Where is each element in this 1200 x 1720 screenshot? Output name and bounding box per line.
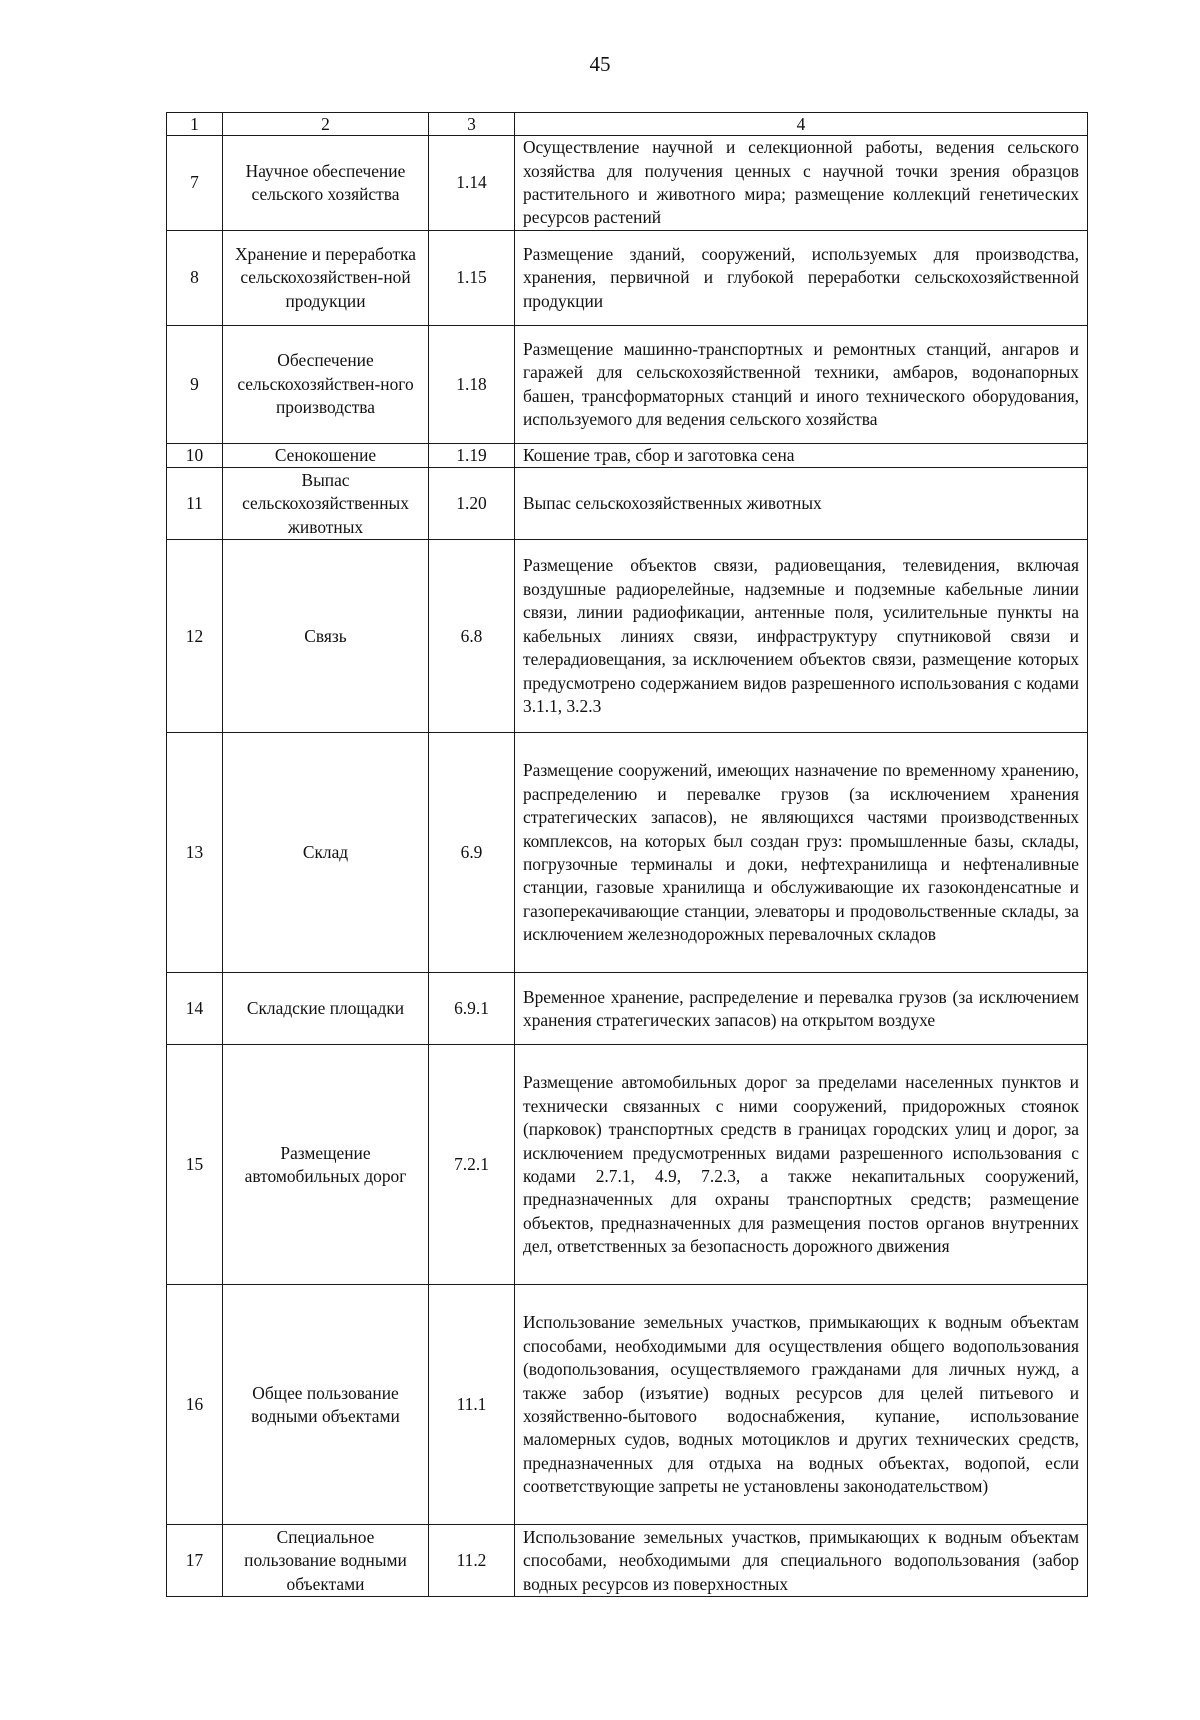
land-use-code: 1.20 <box>429 468 515 540</box>
header-col-3: 3 <box>429 113 515 136</box>
land-use-description: Размещение сооружений, имеющих назначение по временному хранению, распределению и перевалке грузов (за исключением хранения стратегических запасов), не являющихся частями производственных комплексов, на которых был создан груз: промышленные базы, склады, погрузочные терминалы и доки, нефтехранилища и нефтеналивные станции, газовые хранилища и обслуживающие их газоконденсатные и газоперекачивающие станции, элеваторы и продовольственные склады, за исключением железнодорожных перевалочных складов <box>515 733 1088 973</box>
land-use-description: Выпас сельскохозяйственных животных <box>515 468 1088 540</box>
land-use-name: Выпас сельскохозяйственных животных <box>223 468 429 540</box>
land-use-name: Специальное пользование водными объектами <box>223 1525 429 1597</box>
land-use-name: Обеспечение сельскохозяйствен-ного производства <box>223 326 429 444</box>
table-row <box>167 733 1088 973</box>
land-use-description: Кошение трав, сбор и заготовка сена <box>515 444 1088 468</box>
table-row <box>167 540 1088 733</box>
land-use-code: 6.8 <box>429 540 515 733</box>
row-number: 16 <box>167 1285 223 1525</box>
land-use-code: 1.15 <box>429 231 515 326</box>
land-use-name: Связь <box>223 540 429 733</box>
row-number: 11 <box>167 468 223 540</box>
table-row <box>167 1045 1088 1285</box>
land-use-code: 11.2 <box>429 1525 515 1597</box>
land-use-name: Размещение автомобильных дорог <box>223 1045 429 1285</box>
land-use-code: 7.2.1 <box>429 1045 515 1285</box>
land-use-code: 6.9.1 <box>429 973 515 1045</box>
land-use-description: Осуществление научной и селекционной работы, ведения сельского хозяйства для получения ценных с научной точки зрения образцов растительного и животного мира; размещение коллекций генетических ресурсов растений <box>515 136 1088 231</box>
land-use-description: Размещение объектов связи, радиовещания, телевидения, включая воздушные радиорелейные, надземные и подземные кабельные линии связи, линии радиофикации, антенные поля, усилительные пункты на кабельных линиях связи, инфраструктуру спутниковой связи и телерадиовещания, за исключением объектов связи, размещение которых предусмотрено содержанием видов разрешенного использования с кодами 3.1.1, 3.2.3 <box>515 540 1088 733</box>
row-number: 8 <box>167 231 223 326</box>
land-use-table <box>166 112 1088 1597</box>
land-use-name: Склад <box>223 733 429 973</box>
land-use-name: Сенокошение <box>223 444 429 468</box>
row-number: 17 <box>167 1525 223 1597</box>
land-use-name: Складские площадки <box>223 973 429 1045</box>
land-use-name: Хранение и переработка сельскохозяйствен-ной продукции <box>223 231 429 326</box>
header-col-2: 2 <box>223 113 429 136</box>
land-use-description: Временное хранение, распределение и перевалка грузов (за исключением хранения стратегических запасов) на открытом воздухе <box>515 973 1088 1045</box>
table-row <box>167 973 1088 1045</box>
land-use-description: Размещение машинно-транспортных и ремонтных станций, ангаров и гаражей для сельскохозяйственной техники, амбаров, водонапорных башен, трансформаторных станций и иного технического оборудования, используемого для ведения сельского хозяйства <box>515 326 1088 444</box>
land-use-code: 1.14 <box>429 136 515 231</box>
row-number: 9 <box>167 326 223 444</box>
table-row <box>167 468 1088 540</box>
row-number: 10 <box>167 444 223 468</box>
header-col-1: 1 <box>167 113 223 136</box>
land-use-description: Использование земельных участков, примыкающих к водным объектам способами, необходимыми для осуществления общего водопользования (водопользования, осуществляемого гражданами для личных нужд, а также забор (изъятие) водных ресурсов для целей питьевого и хозяйственно-бытового водоснабжения, купание, использование маломерных судов, водных мотоциклов и других технических средств, предназначенных для отдыха на водных объектах, водопой, если соответствующие запреты не установлены законодательством) <box>515 1285 1088 1525</box>
table-row <box>167 231 1088 326</box>
row-number: 12 <box>167 540 223 733</box>
table-header-row <box>167 113 1088 136</box>
land-use-description-text: Использование земельных участков, примыкающих к водным объектам способами, необходимыми для специального водопользования (забор водных ресурсов из поверхностных <box>523 1526 1079 1594</box>
table-row <box>167 444 1088 468</box>
land-use-code: 6.9 <box>429 733 515 973</box>
row-number: 15 <box>167 1045 223 1285</box>
land-use-name: Общее пользование водными объектами <box>223 1285 429 1525</box>
header-col-4: 4 <box>515 113 1088 136</box>
row-number: 14 <box>167 973 223 1045</box>
land-use-description <box>515 1525 1088 1597</box>
row-number: 7 <box>167 136 223 231</box>
table-row <box>167 326 1088 444</box>
page-number: 45 <box>589 52 611 76</box>
land-use-description: Размещение автомобильных дорог за пределами населенных пунктов и технически связанных с ними сооружений, придорожных стоянок (парковок) транспортных средств в границах городских улиц и дорог, за исключением предусмотренных видами разрешенного использования с кодами 2.7.1, 4.9, 7.2.3, а также некапитальных сооружений, предназначенных для охраны транспортных средств; размещение объектов, предназначенных для размещения постов органов внутренних дел, ответственных за безопасность дорожного движения <box>515 1045 1088 1285</box>
land-use-name: Научное обеспечение сельского хозяйства <box>223 136 429 231</box>
land-use-description: Размещение зданий, сооружений, используемых для производства, хранения, первичной и глубокой переработки сельскохозяйственной продукции <box>515 231 1088 326</box>
table-row <box>167 1525 1088 1597</box>
table-row <box>167 1285 1088 1525</box>
land-use-code: 1.18 <box>429 326 515 444</box>
land-use-code: 11.1 <box>429 1285 515 1525</box>
table-row <box>167 136 1088 231</box>
land-use-code: 1.19 <box>429 444 515 468</box>
row-number: 13 <box>167 733 223 973</box>
